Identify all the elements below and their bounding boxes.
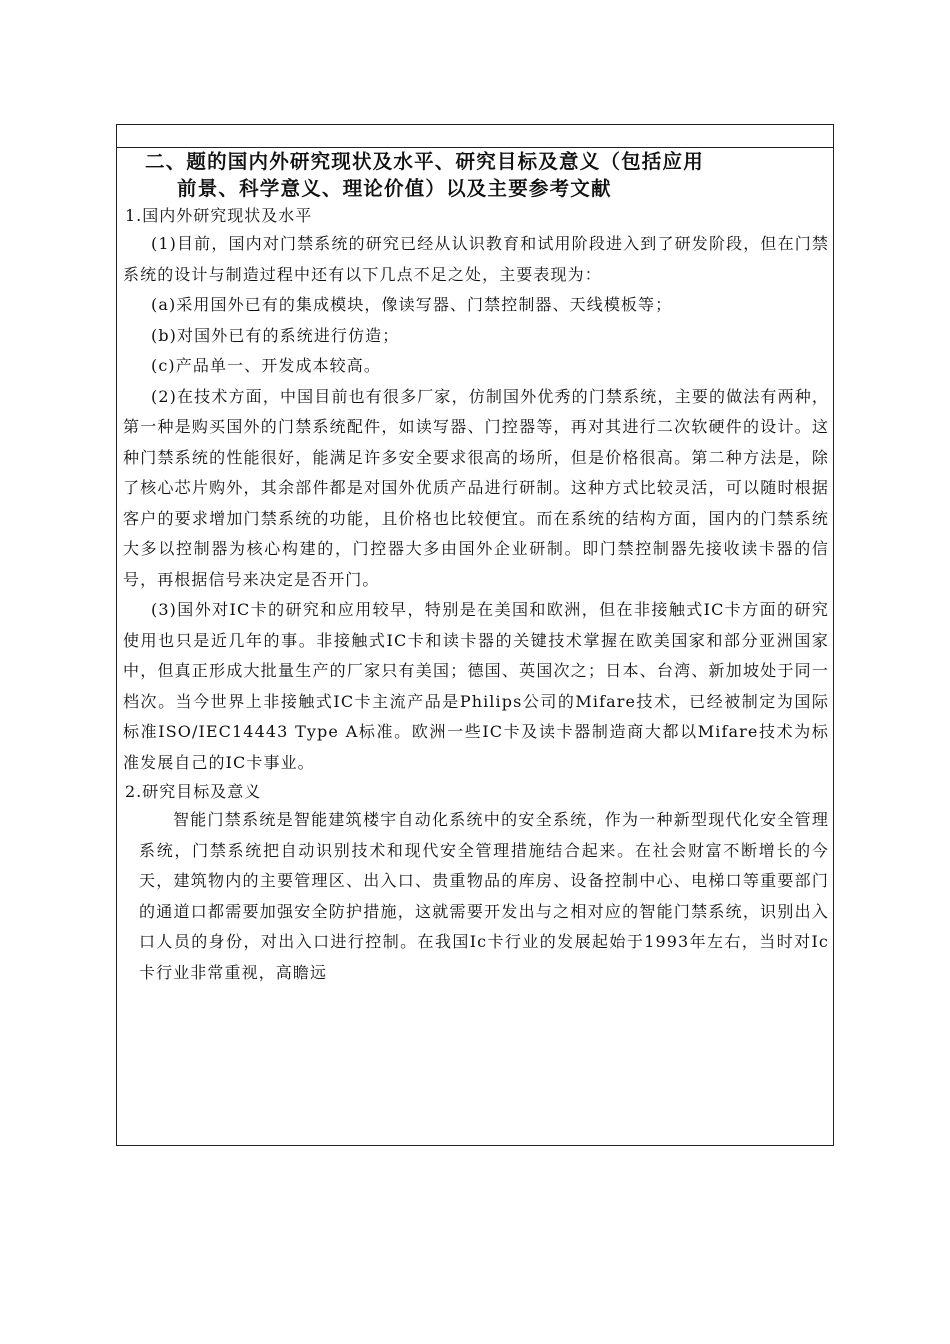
paragraph-4: 智能门禁系统是智能建筑楼宇自动化系统中的安全系统，作为一种新型现代化安全管理系统，门禁系统把自动识别技术和现代安全管理措施结合起来。在社会财富不断增长的今天，建筑物内的主要管理区、出入口、贵重物品的库房、设备控制中心、电梯口等重要部门的通道口都需要加强安全防护措施，这就需要开发出与之相对应的智能门禁系统，识别出入口人员的身份，对出入口进行控制。在我国Ic卡行业的发展起始于1993年左右，当时对Ic卡行业非常重视，高瞻远 (139, 810, 829, 982)
list-item-b: (b)对国外已有的系统进行仿造； (151, 325, 400, 345)
list-item-a: (a)采用国外已有的集成模块，像读写器、门禁控制器、天线模板等； (151, 295, 673, 314)
subsection-title-2: 2.研究目标及意义 (125, 782, 262, 801)
subsection-title-1: 1.国内外研究现状及水平 (125, 206, 313, 225)
list-item-c: (c)产品单一、开发成本较高。 (151, 356, 381, 375)
document-content (121, 148, 829, 988)
section-heading-line1: 二、题的国内外研究现状及水平、研究目标及意义（包括应用 (145, 150, 704, 173)
paragraph-1: (1)目前，国内对门禁系统的研究已经从认识教育和试用阶段进入到了研发阶段，但在门禁系统的设计与制造过程中还有以下几点不足之处，主要表现为： (123, 234, 829, 284)
section-heading-line2: 前景、科学意义、理论价值）以及主要参考文献 (177, 177, 612, 200)
paragraph-2: (2)在技术方面，中国目前也有很多厂家，仿制国外优秀的门禁系统，主要的做法有两种，第一种是购买国外的门禁系统配件，如读写器、门控器等，再对其进行二次软硬件的设计。这种门禁系统的性能很好，能满足许多安全要求很高的场所，但是价格很高。第二种方法是，除了核心芯片购外，其余部件都是对国外优质产品进行研制。这种方式比较灵活，可以随时根据客户的要求增加门禁系统的功能，且价格也比较便宜。而在系统的结构方面，国内的门禁系统大多以控制器为核心构建的，门控器大多由国外企业研制。即门禁控制器先接收读卡器的信号，再根据信号来决定是否开门。 (123, 386, 829, 589)
paragraph-3: (3)国外对IC卡的研究和应用较早，特别是在美国和欧洲，但在非接触式IC卡方面的研究使用也只是近几年的事。非接触式IC卡和读卡器的关键技术掌握在欧美国家和部分亚洲国家中，但真正形成大批量生产的厂家只有美国；德国、英国次之；日本、台湾、新加坡处于同一档次。当今世界上非接触式IC卡主流产品是Philips公司的Mifare技术，已经被制定为国际标准ISO/IEC14443 Type A标准。欧洲一些IC卡及读卡器制造商大都以Mifare技术为标准发展自己的IC卡事业。 (123, 600, 829, 772)
section-heading (121, 148, 829, 202)
